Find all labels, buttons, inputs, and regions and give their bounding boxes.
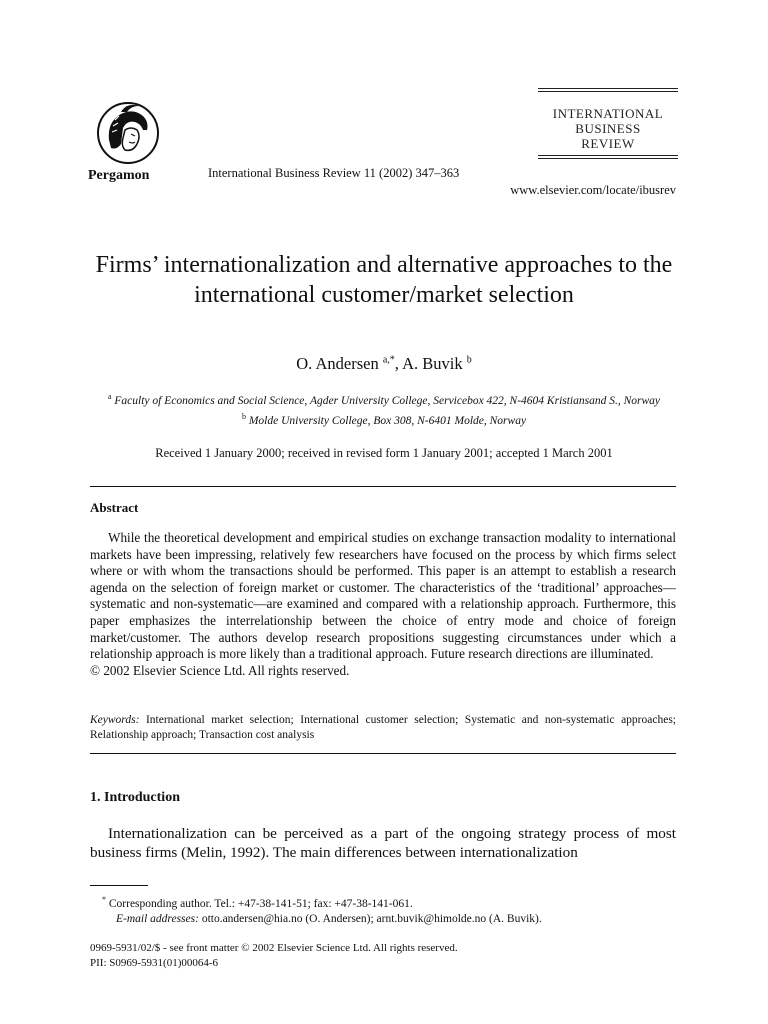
keywords-label: Keywords: — [90, 714, 140, 726]
abstract-body: While the theoretical development and empirical studies on exchange transaction modality to international markets have been impressing, relatively few researchers have focused on the process by which firms select where or with whom the transactions should be performed. This paper is an attempt to establish a research agenda on the selection of foreign market or customer. The characteristics of the ‘traditional’ approaches—systematic and non-systematic—are examined and compared with a relationship approach. Furthermore, this paper emphasizes the interrelationship between the choice of entry mode and choice of foreign market/customer. The authors develop research propositions suggesting circumstances under which a relationship approach is more likely than a traditional approach. Future research directions are illuminated. — [90, 530, 676, 662]
journal-brand — [538, 88, 678, 159]
section-heading-introduction: 1. Introduction — [90, 790, 180, 805]
keywords — [90, 713, 676, 743]
footnote-marker: * — [102, 895, 106, 904]
received-dates: Received 1 January 2000; received in revised form 1 January 2001; accepted 1 March 2001 — [155, 446, 613, 460]
introduction-text: Internationalization can be perceived as a part of the ongoing strategy process of most business firms (Melin, 1992). The main differences between internationalization — [90, 825, 676, 861]
brand-line-1: INTERNATIONAL — [552, 106, 664, 121]
abstract-text — [90, 530, 676, 679]
footnote-corresponding-text: Corresponding author. Tel.: +47-38-141-51; fax: +47-38-141-061. — [108, 897, 413, 910]
affiliation-a-marker: a — [107, 392, 112, 401]
footnote-email-label: E-mail addresses: — [116, 912, 199, 925]
brand-rule-top-2 — [538, 91, 678, 92]
brand-line-2: BUSINESS — [575, 121, 641, 136]
affiliations — [60, 389, 708, 429]
keywords-list: International market selection; International customer selection; Systematic and non-systematic approaches; Relationship approach; Transaction cost analysis — [90, 714, 676, 741]
abstract-rule-bottom — [90, 753, 676, 754]
brand-rule-top — [538, 88, 678, 89]
author-1: O. Andersen — [296, 354, 379, 373]
publisher-name: Pergamon — [88, 168, 150, 183]
brand-rule-bottom-2 — [538, 158, 678, 159]
author-list: O. Andersen $^{a,*}$, A. Buvik $^b$ — [296, 354, 472, 373]
author-2: A. Buvik — [402, 354, 463, 373]
affiliation-a — [60, 389, 708, 409]
issn-line: 0969-5931/02/$ - see front matter © 2002 Elsevier Science Ltd. All rights reserved. — [90, 942, 458, 954]
affiliation-b-text: Molde University College, Box 308, N-6401 Molde, Norway — [248, 414, 527, 427]
author-2-markers: b — [466, 354, 472, 366]
front-matter — [90, 941, 458, 971]
affiliation-b — [60, 409, 708, 429]
pergamon-helmet-emblem — [91, 100, 165, 166]
publisher-logo — [88, 100, 168, 184]
footnote-rule — [90, 885, 148, 886]
abstract-rule-top — [90, 486, 676, 487]
footnote-emails — [90, 912, 676, 927]
abstract-copyright: © 2002 Elsevier Science Ltd. All rights reserved. — [90, 662, 350, 678]
abstract-heading: Abstract — [90, 500, 139, 515]
brand-line-3: REVIEW — [581, 136, 635, 151]
author-1-markers: a,* — [382, 354, 395, 366]
brand-rule-bottom — [538, 155, 678, 156]
footnote-corresponding — [90, 892, 676, 912]
footnote-email-list[interactable]: otto.andersen@hia.no (O. Andersen); arnt.buvik@himolde.no (A. Buvik). — [201, 912, 542, 925]
article-title: Firms’ internationalization and alternative approaches to the international customer/market selection — [95, 252, 673, 308]
affiliation-b-marker: b — [241, 411, 246, 421]
journal-url[interactable]: www.elsevier.com/locate/ibusrev — [510, 183, 676, 197]
journal-citation: International Business Review 11 (2002) 347–363 — [208, 166, 460, 180]
pii-line: PII: S0969-5931(01)00064-6 — [90, 957, 219, 969]
affiliation-a-text: Faculty of Economics and Social Science, Agder University College, Servicebox 422, N-4604 Kristiansand S., Norway — [114, 394, 661, 407]
footnote — [90, 892, 676, 927]
